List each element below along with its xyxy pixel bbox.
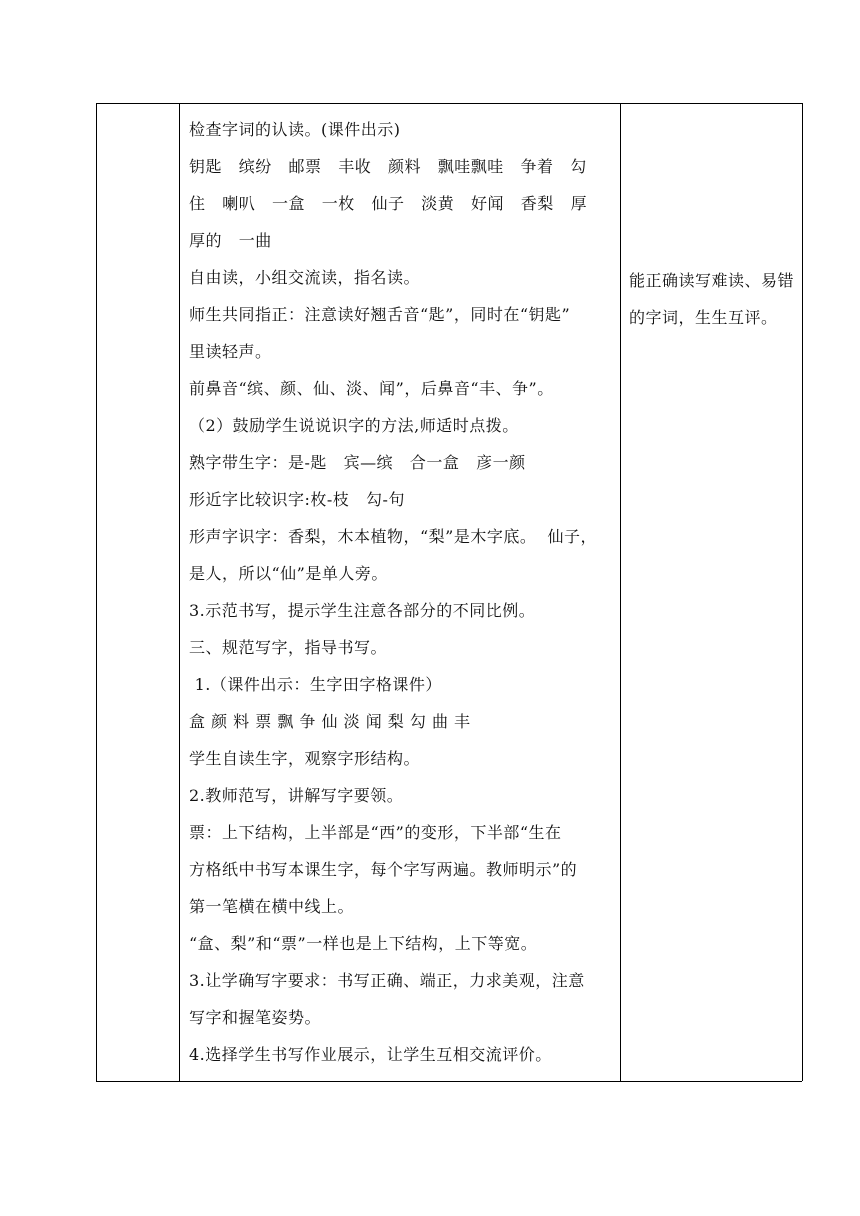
text-line: 2.教师范写，讲解写字要领。: [189, 786, 404, 805]
text-line: 形声字识字：香梨，木本植物，“梨”是木字底。 仙子，: [189, 527, 598, 546]
text-line: 写字和握笔姿势。: [189, 1008, 322, 1027]
table-left-border: [96, 103, 97, 1081]
text-line: 第一笔横在横中线上。: [189, 897, 355, 916]
table-bottom-border: [96, 1081, 802, 1082]
column-divider-2: [620, 103, 621, 1081]
text-line: 厚的 一曲: [189, 231, 272, 250]
text-line: 钥匙 缤纷 邮票 丰收 颜料 飘哇飘哇 争着 勾: [189, 157, 587, 176]
lesson-table: [96, 103, 802, 1081]
table-right-border: [802, 103, 803, 1081]
text-line: 3.让学确写字要求：书写正确、端正，力求美观，注意: [189, 971, 585, 990]
text-line: 自由读，小组交流读，指名读。: [189, 268, 421, 287]
text-line: 熟字带生字：是-匙 宾—缤 合一盒 彦一颜: [189, 453, 526, 472]
text-line: 检查字词的认读。(课件出示): [189, 120, 401, 139]
text-line: 住 喇叭 一盒 一枚 仙子 淡黄 好闻 香梨 厚: [189, 194, 588, 213]
text-line: 是人，所以“仙”是单人旁。: [189, 564, 388, 583]
text-line: “盒、梨”和“票”一样也是上下结构，上下等宽。: [189, 934, 538, 953]
teaching-process-cell: [189, 119, 619, 1081]
text-line: 3.示范书写，提示学生注意各部分的不同比例。: [189, 601, 536, 620]
text-line: 的字词，生生互评。: [629, 308, 778, 327]
text-line: 盒 颜 料 票 飘 争 仙 淡 闻 梨 勾 曲 丰: [189, 712, 471, 731]
text-line: 里读轻声。: [189, 342, 272, 361]
text-line: 能正确读写难读、易错: [629, 271, 795, 290]
text-line: 前鼻音“缤、颜、仙、淡、闻”，后鼻音“丰、争”。: [189, 379, 554, 398]
text-line: 三、规范写字，指导书写。: [189, 638, 388, 657]
column-divider-1: [179, 103, 180, 1081]
text-line: （2）鼓励学生说说识字的方法,师适时点拨。: [189, 416, 519, 435]
text-line: 票：上下结构，上半部是“西”的变形，下半部“生在: [189, 823, 562, 842]
text-line: 4.选择学生书写作业展示，让学生互相交流评价。: [189, 1045, 552, 1064]
text-line: 形近字比较识字:枚-枝 勾-句: [189, 490, 405, 509]
table-top-border: [96, 103, 802, 104]
text-line: 师生共同指正：注意读好翘舌音“匙”，同时在“钥匙”: [189, 305, 571, 324]
text-line: 1.（课件出示：生字田字格课件）: [189, 675, 442, 694]
text-line: 学生自读生字，观察字形结构。: [189, 749, 421, 768]
design-intent-cell: [629, 270, 799, 344]
text-line: 方格纸中书写本课生字，每个字写两遍。教师明示”的: [189, 860, 578, 879]
